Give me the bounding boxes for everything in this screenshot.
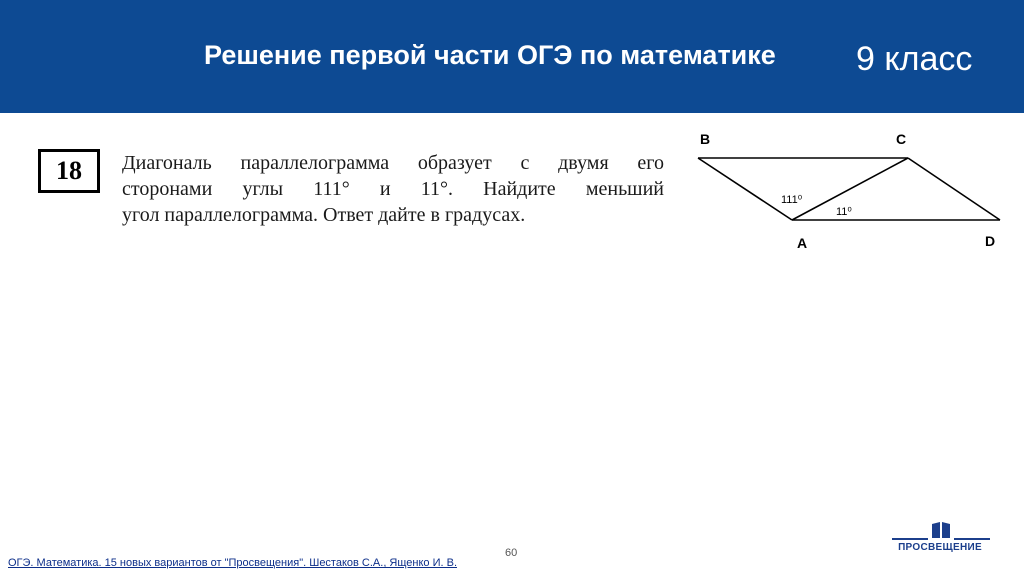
- angle-label-111: 111⁰: [781, 194, 803, 206]
- parallelogram-figure: [680, 122, 1020, 262]
- side-cd: [908, 158, 1000, 220]
- page-title: Решение первой части ОГЭ по математике: [204, 40, 776, 70]
- vertex-label-b: B: [700, 131, 711, 147]
- vertex-label-d: D: [985, 233, 996, 249]
- page-number: 60: [505, 547, 518, 559]
- book-icon: [930, 520, 952, 540]
- logo-rule-right: [954, 538, 990, 540]
- side-ba: [698, 158, 792, 220]
- task-line-1: Диагональ параллелограмма образует с двумя его: [122, 152, 664, 174]
- task-statement: [122, 150, 664, 228]
- vertex-label-a: A: [797, 235, 808, 251]
- vertex-label-c: C: [896, 131, 907, 147]
- task-line-2: сторонами углы 111° и 11°. Найдите меньший: [122, 178, 664, 200]
- source-link[interactable]: ОГЭ. Математика. 15 новых вариантов от "Просвещения". Шестаков С.А., Ященко И. В.: [8, 557, 458, 569]
- logo-text: ПРОСВЕЩЕНИЕ: [898, 542, 982, 553]
- logo-rule-left: [892, 538, 928, 540]
- task-number-box: 18: [38, 149, 100, 193]
- grade-label: 9 класс: [856, 40, 973, 78]
- angle-label-11: 11⁰: [836, 206, 852, 218]
- publisher-logo: [890, 520, 990, 560]
- header-bar: [0, 0, 1024, 113]
- task-line-3: угол параллелограмма. Ответ дайте в градусах.: [122, 204, 526, 226]
